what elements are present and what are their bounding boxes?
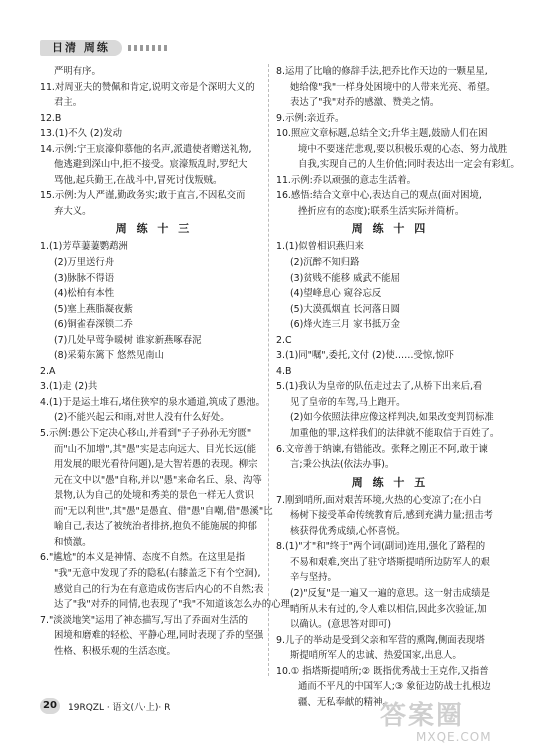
answer-line: 3.(1)同"嘱",委托,文付 (2)使……受惊,惊吓 xyxy=(276,350,454,362)
answer-line: 10.① 指塔斯提哨所;② 既指优秀战士王克作,又指普 xyxy=(276,665,489,677)
answer-line: 君主。 xyxy=(54,97,83,109)
answer-line: 6."尴尬"的本义是神情、态度不自然。在这里是指 xyxy=(40,552,246,564)
answer-line: 加重他的罪,这样我们的法律就不能取信于百姓了。 xyxy=(290,428,500,440)
answer-line: (7)几处早莺争暖树 谁家新燕啄春泥 xyxy=(54,334,202,346)
answer-line: 感觉自己的行为在有意造成伤害后内心的不自然;表 xyxy=(54,583,264,595)
answer-line: 9.示例:亲近乔。 xyxy=(276,112,345,124)
answer-line: 9.儿子的举动是受到父亲和军营的熏陶,侧面表现塔 xyxy=(276,634,485,646)
answer-line: 斯提哨所军人的忠诚、热爱国家,出息人。 xyxy=(290,650,462,662)
answer-line: 挫折应有的态度);联系生活实际并简析。 xyxy=(298,205,465,217)
answer-line: (8)采菊东篱下 悠然见南山 xyxy=(54,350,165,362)
answer-line: 10.照应文章标题,总结全文;升华主题,鼓励人们在困 xyxy=(276,128,488,140)
answer-line: 1.(1)似曾相识燕归来 xyxy=(276,241,364,253)
answer-line: 2.A xyxy=(40,365,56,377)
answer-line: 弃大义。 xyxy=(54,205,92,217)
answer-line: (2)沉醉不知归路 xyxy=(290,257,360,269)
answer-line: (2)如今依照法律应像这样判决,如果改变判罚标准 xyxy=(290,412,494,424)
answer-line: 境中不要迷茫悲观,要以积极乐观的心态、努力战胜 xyxy=(298,143,508,155)
answer-line: 困境和磨难的轻松、平静心理,同时表现了乔的坚强 xyxy=(54,630,264,642)
page-header xyxy=(40,40,170,56)
answer-line: 核获得优秀成绩,心怀喜悦。 xyxy=(290,525,406,537)
watermark-logo: 答案圈 xyxy=(380,701,465,731)
answer-line: (3)贫贱不能移 威武不能屈 xyxy=(290,272,401,284)
answer-line: 14.示例:宁王宸濠仰慕他的名声,派遣使者赠送礼物, xyxy=(40,143,252,155)
answer-line: 8.(1)"才"和"终于"两个词(副词)连用,强化了路程的 xyxy=(276,541,486,553)
answer-line: (2)"反复"是一遍又一遍的意思。这一射击成绩是 xyxy=(290,587,491,599)
answer-line: 辛与坚持。 xyxy=(290,572,337,584)
answer-line: 而"无以利世",其"愚"是愚直、借"愚"自嘲,借"愚溪"比 xyxy=(54,505,273,517)
answer-line: 16.感悟:结合文章中心,表达自己的观点(面对困境, xyxy=(276,190,482,202)
answer-line: (4)望峰息心 窥谷忘反 xyxy=(290,288,382,300)
answer-line: 12.B xyxy=(40,112,62,124)
answer-line: 达了"我"对乔的同情,也表现了"我"不知道该怎么办的心理。 xyxy=(54,599,300,611)
answer-line: 哨所从未有过的,令人难以相信,因此多次验证,加 xyxy=(290,603,487,615)
answer-line: 她给像"我"一样身处困境中的人带来光亮、希望。 xyxy=(290,81,496,93)
answer-line: (4)松柏有本性 xyxy=(54,288,115,300)
answer-line: 他逃避到深山中,拒不接受。宸濠叛乱时,罗纪大 xyxy=(54,159,248,171)
answer-line: 自我,实现自己的人生价值;同时表达出一定会有彩虹。 xyxy=(298,159,520,171)
answer-line: 以确认。(意思答对即可) xyxy=(290,619,392,631)
header-tab: 日清 周练 xyxy=(40,40,122,56)
answer-line: 喻自己,表达了被统治者排挤,抱负不能施展的抑郁 xyxy=(54,521,257,533)
column-divider xyxy=(268,64,269,676)
answer-line: 13.(1)不久 (2)发动 xyxy=(40,128,122,140)
answer-line: (5)塞上燕脂凝夜紫 xyxy=(54,303,133,315)
answer-line: (3)脉脉不得语 xyxy=(54,272,115,284)
answer-line: 而"山不加增",其"愚"实是志向远大、目光长远(能 xyxy=(54,443,257,455)
answer-line: 见了皇帝的车驾,马上跑开。 xyxy=(290,396,406,408)
answer-line: 1.(1)芳草萋萋鹦鹉洲 xyxy=(40,241,128,253)
section-title: 周 练 十 三 xyxy=(115,222,193,236)
answer-line: 7."淡淡地笑"运用了神态描写,写出了乔面对生活的 xyxy=(40,614,249,626)
answer-line: 5.示例:愚公下定决心移山,并看到"子子孙孙无穷匮" xyxy=(40,428,252,440)
answer-line: 11.对周亚夫的赞佩和肯定,说明文帝是个深明大义的 xyxy=(40,81,255,93)
answer-line: 11.示例:乔以顽强的意志生活着。 xyxy=(276,174,416,186)
answer-line: 骂他,起兵勤王,在战斗中,冒死讨伐叛贼。 xyxy=(54,174,223,186)
answer-line: 7.刚到哨所,面对艰苦环境,火热的心变凉了;在小白 xyxy=(276,494,482,506)
answer-line: 15.示例:为人严谨,勤政务实;敢于直言,不因私交而 xyxy=(40,190,246,202)
answer-line: 4.(1)于是运土堆石,堵住狭窄的泉水通道,筑成了愚池。 xyxy=(40,396,266,408)
answer-line: 疆、无私奉献的精神。 xyxy=(298,696,392,708)
answer-line: (6)铜雀春深锁二乔 xyxy=(54,319,133,331)
answer-line: 景物,认为自己的处境和秀美的景色一样无人赏识 xyxy=(54,490,254,502)
answer-line: 通而不平凡的中国军人;③ 象征边防战士扎根边 xyxy=(298,681,491,693)
section-title: 周 练 十 四 xyxy=(351,222,429,236)
answer-line: 5.(1)我认为皇帝的队伍走过去了,从桥下出来后,看 xyxy=(276,381,483,393)
watermark-url: MXQE.COM xyxy=(416,730,492,744)
answer-line: 4.B xyxy=(276,365,292,377)
right-column xyxy=(276,64,520,710)
answer-line: 8.运用了比喻的修辞手法,把乔比作天边的一颗星星, xyxy=(276,66,488,77)
answer-line: 元在文中以"愚"自称,并以"愚"来命名丘、泉、沟等 xyxy=(54,474,262,486)
answer-line: 性格、积极乐观的生活态度。 xyxy=(54,645,176,657)
answer-line: 用发展的眼光看待问题),是大智若愚的表现。柳宗 xyxy=(54,459,258,471)
answer-line: 严明有序。 xyxy=(54,66,101,77)
answer-line: 2.C xyxy=(276,334,292,346)
answer-line: (2)不能兴起云和雨,对世人没有什么好处。 xyxy=(54,412,230,424)
answer-line: 表达了"我"对乔的感激、赞美之情。 xyxy=(290,97,440,109)
answer-line: 和愤激。 xyxy=(54,536,92,548)
answer-line: 不易和艰难,突出了驻守塔斯提哨所边防军人的艰 xyxy=(290,556,490,568)
header-decoration xyxy=(128,45,168,51)
answer-line: 6.文帝善于纳谏,有错能改。张释之刚正不阿,敢于谏 xyxy=(276,443,488,455)
section-title: 周 练 十 五 xyxy=(351,475,429,489)
answer-line: 言;秉公执法(依法办事)。 xyxy=(290,459,395,471)
book-code: 19RQZL · 语文(八·上)· R xyxy=(68,702,171,713)
answer-line: (5)大漠孤烟直 长河落日圆 xyxy=(290,303,401,315)
page-footer xyxy=(40,698,170,714)
page-number: 20 xyxy=(40,698,60,714)
answer-line: (6)烽火连三月 家书抵万金 xyxy=(290,319,401,331)
answer-line: 3.(1)走 (2)共 xyxy=(40,381,98,393)
answer-line: (2)万里送行舟 xyxy=(54,257,115,269)
answer-line: "我"无意中发现了乔的隐私(右膝盖乏下有个空洞), xyxy=(54,567,261,579)
answer-line: 杨树下接受革命传统教育后,感到充满力量;扭击考 xyxy=(290,510,494,522)
